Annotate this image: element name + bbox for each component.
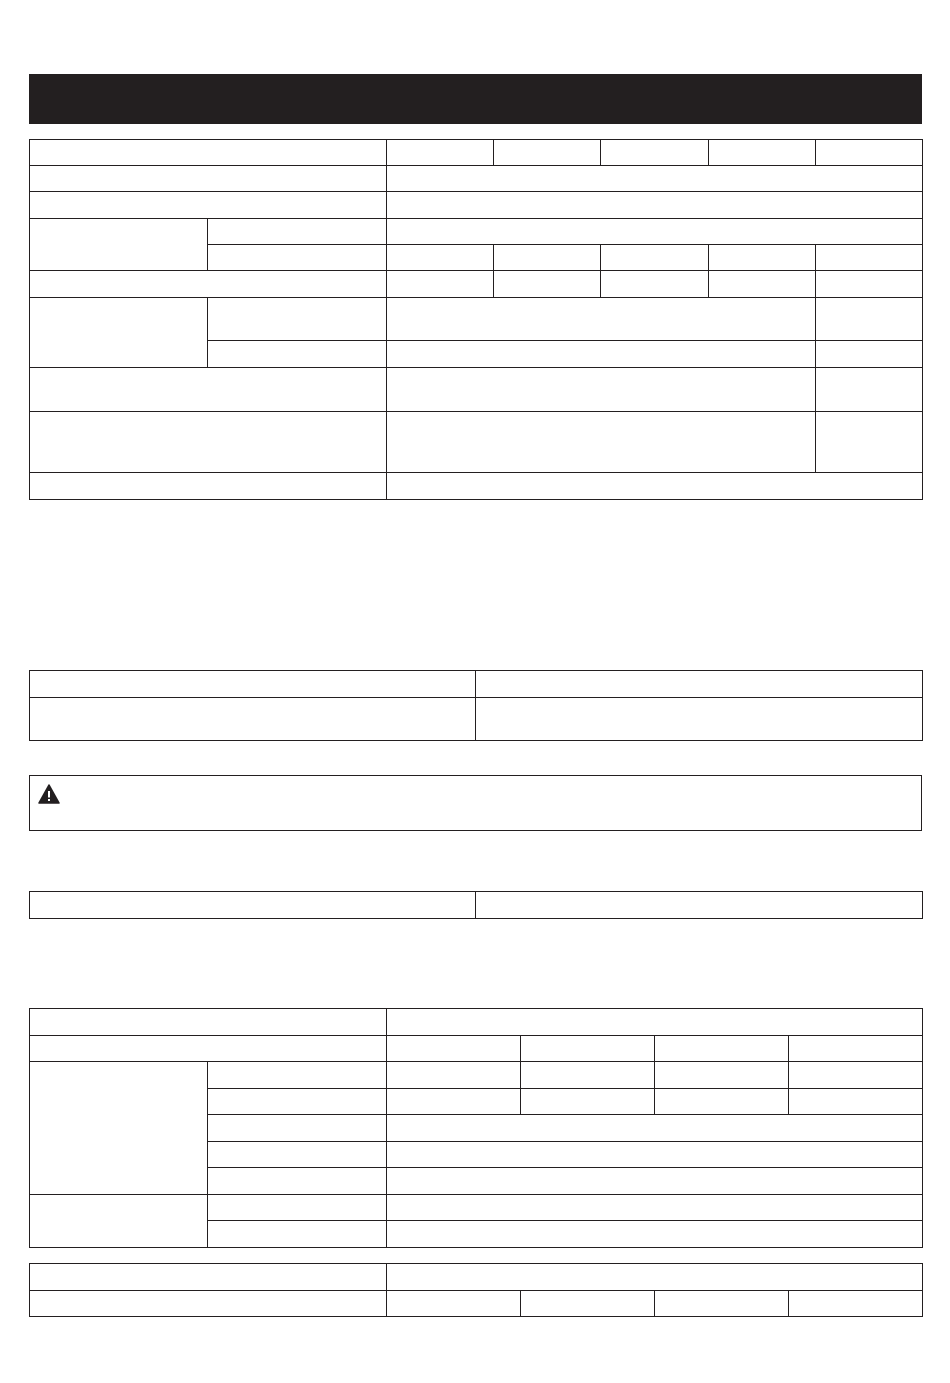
spec-cell xyxy=(494,140,601,166)
spec-sublabel xyxy=(208,1115,387,1142)
spec-cell xyxy=(494,271,601,298)
spec-label xyxy=(30,368,387,412)
table-cell xyxy=(30,671,476,698)
table-row xyxy=(30,140,923,166)
spec-cell xyxy=(601,271,709,298)
spec-cell xyxy=(387,271,494,298)
spec-sublabel xyxy=(208,1062,387,1089)
table-row xyxy=(30,1195,923,1221)
section-header-bar xyxy=(29,74,922,124)
spec-cell xyxy=(601,140,709,166)
spec-group-label xyxy=(30,298,208,368)
spec-cell xyxy=(387,1036,521,1062)
spec-value xyxy=(387,166,923,192)
spec-sublabel xyxy=(208,1221,387,1248)
spec-value xyxy=(387,1168,923,1195)
spec-sublabel xyxy=(208,1168,387,1195)
spec-value xyxy=(387,1195,923,1221)
spec-sublabel xyxy=(208,298,387,341)
spec-cell xyxy=(816,368,923,412)
spec-cell xyxy=(816,341,923,368)
spec-cell xyxy=(816,412,923,473)
warning-triangle-icon xyxy=(38,784,60,804)
table-row xyxy=(30,671,923,698)
spec-label xyxy=(30,1009,387,1036)
spec-cell xyxy=(789,1291,923,1317)
spec-sublabel xyxy=(208,1089,387,1115)
spec-label xyxy=(30,473,387,500)
spec-group-label xyxy=(30,1062,208,1195)
spec-cell xyxy=(387,1089,521,1115)
table-row xyxy=(30,1264,923,1291)
spec-cell xyxy=(816,245,923,271)
spec-cell xyxy=(521,1036,655,1062)
spec-value xyxy=(387,1264,923,1291)
spec-label xyxy=(30,166,387,192)
spec-cell xyxy=(601,245,709,271)
spec-cell xyxy=(816,271,923,298)
spec-cell xyxy=(655,1291,789,1317)
specifications-table xyxy=(29,139,923,500)
spec-cell xyxy=(655,1089,789,1115)
spec-value xyxy=(387,412,816,473)
spec-cell xyxy=(709,140,816,166)
spec-label xyxy=(30,1264,387,1291)
spec-cell xyxy=(387,245,494,271)
table-cell xyxy=(476,671,923,698)
spec-value xyxy=(387,1009,923,1036)
table-row xyxy=(30,219,923,245)
table-row xyxy=(30,298,923,341)
spec-sublabel xyxy=(208,219,387,245)
spec-cell xyxy=(387,1062,521,1089)
table-row xyxy=(30,1036,923,1062)
spec-cell xyxy=(709,271,816,298)
warning-box xyxy=(29,775,922,831)
table-row xyxy=(30,1062,923,1089)
table-cell xyxy=(30,698,476,741)
spec-value xyxy=(387,192,923,219)
bottom-table xyxy=(29,1263,923,1317)
spec-cell xyxy=(709,245,816,271)
spec-label xyxy=(30,271,387,298)
spec-value xyxy=(387,1142,923,1168)
spec-cell xyxy=(387,140,494,166)
spec-cell xyxy=(387,1291,521,1317)
two-column-table xyxy=(29,670,923,741)
spec-label xyxy=(30,192,387,219)
spec-sublabel xyxy=(208,341,387,368)
spec-cell xyxy=(816,298,923,341)
table-row xyxy=(30,1009,923,1036)
spec-label xyxy=(30,1291,387,1317)
spec-cell xyxy=(521,1291,655,1317)
spec-group-label xyxy=(30,219,208,271)
table-row xyxy=(30,892,923,919)
table-row xyxy=(30,166,923,192)
spec-cell xyxy=(789,1089,923,1115)
spec-sublabel xyxy=(208,245,387,271)
spec-sublabel xyxy=(208,1195,387,1221)
spec-cell xyxy=(494,245,601,271)
table-cell xyxy=(30,892,476,919)
spec-cell xyxy=(521,1062,655,1089)
table-row xyxy=(30,192,923,219)
spec-sublabel xyxy=(208,1142,387,1168)
spec-value xyxy=(387,1115,923,1142)
table-row xyxy=(30,271,923,298)
spec-value xyxy=(387,298,816,341)
table-row xyxy=(30,473,923,500)
spec-value xyxy=(387,368,816,412)
spec-label xyxy=(30,1036,387,1062)
spec-value xyxy=(387,219,923,245)
spec-cell xyxy=(655,1062,789,1089)
lower-specifications-table xyxy=(29,1008,923,1248)
table-cell xyxy=(476,698,923,741)
spec-value xyxy=(387,341,816,368)
table-row xyxy=(30,368,923,412)
spec-cell xyxy=(789,1062,923,1089)
spec-cell xyxy=(789,1036,923,1062)
table-row xyxy=(30,698,923,741)
spec-label xyxy=(30,140,387,166)
spec-group-label xyxy=(30,1195,208,1248)
spec-cell xyxy=(816,140,923,166)
spec-value xyxy=(387,473,923,500)
table-cell xyxy=(476,892,923,919)
spec-cell xyxy=(521,1089,655,1115)
spec-value xyxy=(387,1221,923,1248)
table-row xyxy=(30,412,923,473)
single-row-table xyxy=(29,891,923,919)
spec-cell xyxy=(655,1036,789,1062)
table-row xyxy=(30,1291,923,1317)
spec-label xyxy=(30,412,387,473)
